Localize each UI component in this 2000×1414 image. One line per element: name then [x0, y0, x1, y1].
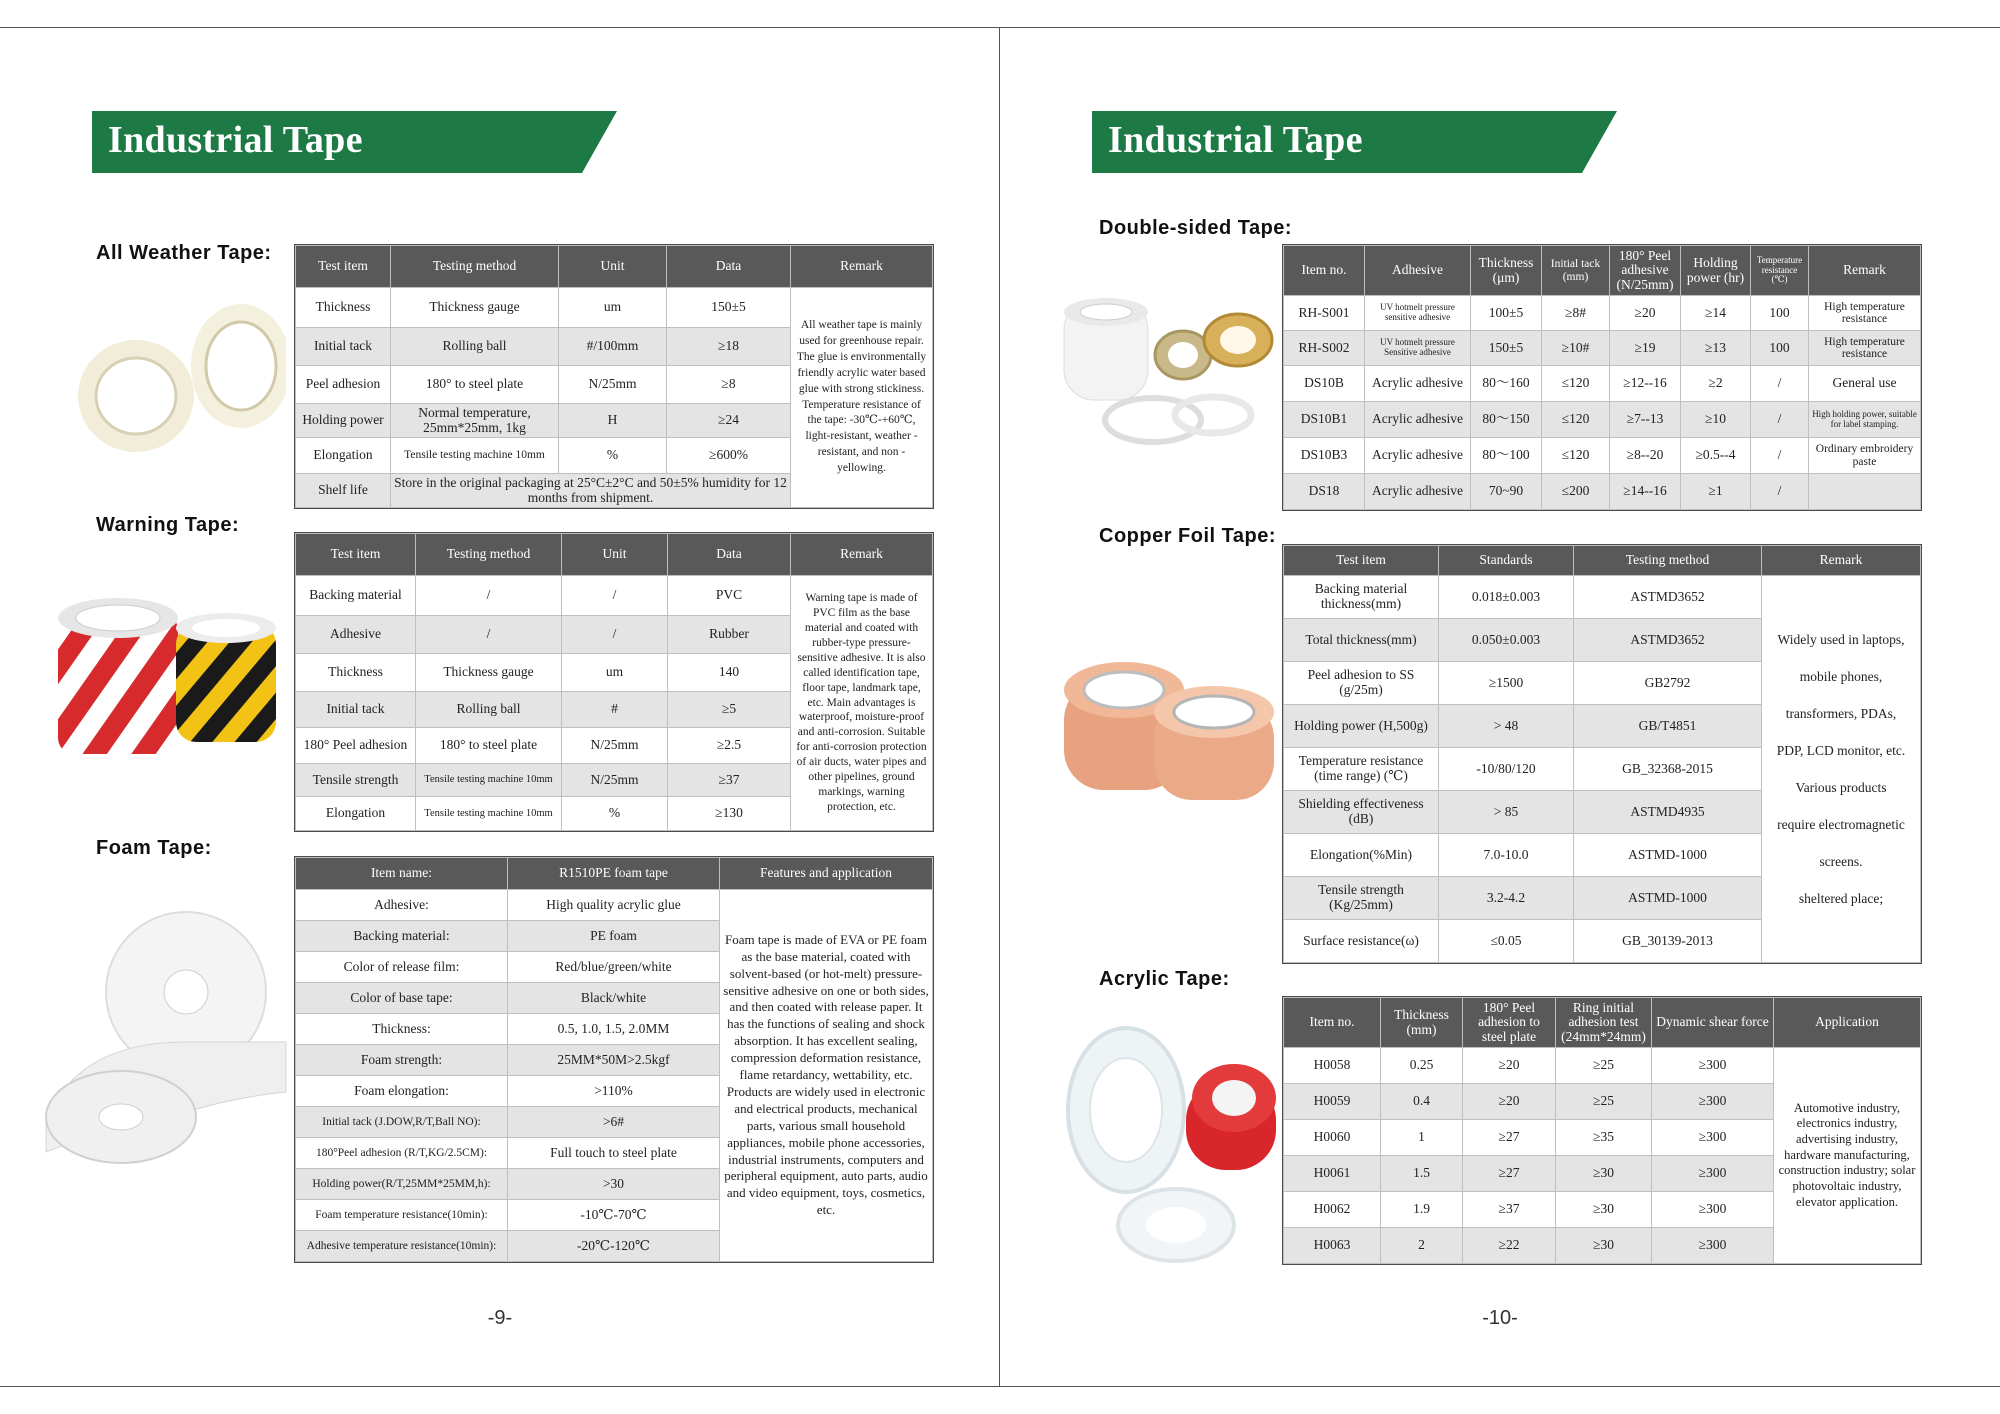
table-cell: Tensile strength: [296, 764, 416, 797]
table-cell: Tensile testing machine 10mm: [391, 438, 559, 474]
table-cell: Acrylic adhesive: [1365, 402, 1471, 438]
col-header: Testing method: [1574, 546, 1762, 576]
table-cell: Thickness: [296, 288, 391, 328]
table-cell: Elongation: [296, 438, 391, 474]
remark-line: transformers, PDAs,: [1785, 705, 1897, 721]
table-cell: Initial tack: [296, 692, 416, 728]
table-cell: H0061: [1284, 1156, 1381, 1192]
table-cell: /: [562, 576, 668, 616]
table-cell: RH-S002: [1284, 331, 1365, 366]
warning-title: Warning Tape:: [96, 514, 240, 536]
table-cell: Initial tack: [296, 328, 391, 366]
table-cell: /: [1751, 366, 1809, 402]
table-row: [1284, 331, 1921, 366]
remark-line: Various products: [1795, 780, 1887, 795]
table-cell: Rubber: [668, 616, 791, 654]
table-cell: ≥7--13: [1610, 402, 1681, 438]
table-row: [1284, 576, 1921, 619]
remark-cell: Foam tape is made of EVA or PE foam as the base material, coated with solvent-based (or hot-melt) pressure-sensitive adhesive on one or both sides, and then coated with release paper. It has the functions of sealing and shock absorption. It has excellent sealing, compression deformation resistance, flame retardancy, wettability, etc. Products are widely used in electronic and electrical products, mechanical parts, various small household appliances, mobile phone accessories, industrial instruments, computers and peripheral equipment, auto parts, audio and video equipment, toys, cosmetics, etc.: [720, 890, 933, 1262]
table-cell: Backing material:: [296, 921, 508, 952]
table-cell: ≥30: [1556, 1156, 1652, 1192]
remark-cell: Warning tape is made of PVC film as the base material and coated with rubber-type pressure-sensitive adhesive. It is also called identification tape, floor tape, landmark tape, etc. Main advantages is waterproof, moisture-proof and anti-corrosion. Suitable for anti-corrosion protection of air ducts, water pipes and other pipelines, ground markings, warning protection, etc.: [791, 576, 933, 831]
table-cell: Initial tack (J.DOW,R/T,Ball NO):: [296, 1107, 508, 1138]
table-cell: Adhesive: [296, 616, 416, 654]
table-row: [296, 890, 933, 921]
acrylic-title: Acrylic Tape:: [1099, 968, 1230, 990]
table-cell: ≥22: [1463, 1228, 1556, 1264]
col-header: Remark: [791, 246, 933, 288]
table-cell: 80～160: [1471, 366, 1542, 402]
table-cell: 100±5: [1471, 296, 1542, 331]
table-cell: ≥30: [1556, 1228, 1652, 1264]
table-cell: ≥25: [1556, 1048, 1652, 1084]
all-weather-table: [295, 245, 933, 508]
page-number-left: -9-: [487, 1307, 513, 1329]
table-cell: ≥13: [1681, 331, 1751, 366]
table-cell: /: [1751, 402, 1809, 438]
table-cell: Black/white: [508, 983, 720, 1014]
table-cell: H0060: [1284, 1120, 1381, 1156]
table-cell: ≥8: [667, 366, 791, 404]
table-cell: ≥0.5--4: [1681, 438, 1751, 474]
left-banner-title: Industrial Tape: [108, 119, 363, 161]
col-header: Testing method: [416, 534, 562, 576]
table-cell: ≥12--16: [1610, 366, 1681, 402]
table-cell: Holding power: [296, 404, 391, 438]
table-cell: Foam elongation:: [296, 1076, 508, 1107]
table-cell: 0.25: [1381, 1048, 1463, 1084]
table-cell: Normal temperature, 25mm*25mm, 1kg: [391, 404, 559, 438]
table-row: [1284, 366, 1921, 402]
table-cell: 1: [1381, 1120, 1463, 1156]
table-cell: 100: [1751, 331, 1809, 366]
col-header: Standards: [1439, 546, 1574, 576]
table-cell: #: [562, 692, 668, 728]
table-cell: High temperature resistance: [1809, 296, 1921, 331]
table-cell: Peel adhesion: [296, 366, 391, 404]
col-header: Item no.: [1284, 246, 1365, 296]
right-banner-title: Industrial Tape: [1108, 119, 1363, 161]
page-number-right: -10-: [1482, 1307, 1518, 1329]
table-cell: Store in the original packaging at 25°C±2°C and 50±5% humidity for 12 months from shipment.: [391, 474, 791, 508]
table-cell: ≥300: [1652, 1228, 1774, 1264]
table-cell: um: [562, 654, 668, 692]
table-cell: ≥30: [1556, 1192, 1652, 1228]
table-cell: 1.9: [1381, 1192, 1463, 1228]
table-cell: Adhesive temperature resistance(10min):: [296, 1231, 508, 1262]
remark-line: screens.: [1819, 854, 1863, 870]
table-row: [1284, 474, 1921, 510]
table-row: [296, 288, 933, 328]
col-header: Item no.: [1284, 998, 1381, 1048]
remark-line: Widely used in laptops,: [1777, 631, 1905, 647]
table-cell: [1809, 474, 1921, 510]
table-cell: Elongation(%Min): [1284, 834, 1439, 877]
col-header: Test item: [1284, 546, 1439, 576]
table-cell: ≥20: [1610, 296, 1681, 331]
table-cell: Rolling ball: [391, 328, 559, 366]
table-cell: ≥5: [668, 692, 791, 728]
all-weather-title: All Weather Tape:: [96, 242, 272, 264]
table-cell: 180°Peel adhesion (R/T,KG/2.5CM):: [296, 1138, 508, 1169]
table-cell: ≥10: [1681, 402, 1751, 438]
col-header: Temperature resistance (℃): [1751, 246, 1809, 296]
table-cell: Adhesive:: [296, 890, 508, 921]
table-cell: General use: [1809, 366, 1921, 402]
table-cell: -10℃-70℃: [508, 1200, 720, 1231]
table-cell: ≥8#: [1542, 296, 1610, 331]
copper-table: [1283, 545, 1921, 963]
col-header: 180° Peel adhesion to steel plate: [1463, 998, 1556, 1048]
col-header: Application: [1774, 998, 1921, 1048]
col-header: 180° Peel adhesive (N/25mm): [1610, 246, 1681, 296]
table-cell: UV hotmelt pressure Sensitive adhesive: [1365, 331, 1471, 366]
col-header: Data: [668, 534, 791, 576]
table-cell: GB/T4851: [1574, 705, 1762, 748]
table-cell: GB_32368-2015: [1574, 748, 1762, 791]
col-header: Remark: [1762, 546, 1921, 576]
table-cell: ≥600%: [667, 438, 791, 474]
col-header: Remark: [1809, 246, 1921, 296]
table-cell: Rolling ball: [416, 692, 562, 728]
col-header: R1510PE foam tape: [508, 858, 720, 890]
col-header: Item name:: [296, 858, 508, 890]
table-cell: Acrylic adhesive: [1365, 438, 1471, 474]
table-cell: Foam strength:: [296, 1045, 508, 1076]
double-sided-tape-roll-photo: [1058, 290, 1288, 450]
table-cell: High holding power, suitable for label stamping.: [1809, 402, 1921, 438]
acrylic-table: [1283, 997, 1921, 1264]
table-cell: N/25mm: [559, 366, 667, 404]
col-header: Features and application: [720, 858, 933, 890]
acrylic-tape-roll-photo: [1056, 1020, 1286, 1270]
col-header: Ring initial adhesion test (24mm*24mm): [1556, 998, 1652, 1048]
warning-table: [295, 533, 933, 831]
page-bottom-rule: [0, 1386, 2000, 1387]
table-cell: ≥300: [1652, 1120, 1774, 1156]
table-cell: /: [1751, 438, 1809, 474]
table-cell: ≤120: [1542, 402, 1610, 438]
left-banner: [92, 111, 617, 173]
page-top-rule: [0, 27, 2000, 28]
table-cell: Acrylic adhesive: [1365, 474, 1471, 510]
table-cell: ≥8--20: [1610, 438, 1681, 474]
remark-line: require electromagnetic: [1777, 817, 1905, 833]
table-cell: %: [559, 438, 667, 474]
table-cell: Backing material thickness(mm): [1284, 576, 1439, 619]
right-banner: [1092, 111, 1617, 173]
table-cell: ASTMD-1000: [1574, 834, 1762, 877]
foam-title: Foam Tape:: [96, 837, 212, 859]
table-row: [1284, 402, 1921, 438]
table-cell: #/100mm: [559, 328, 667, 366]
table-cell: 70~90: [1471, 474, 1542, 510]
copper-title: Copper Foil Tape:: [1099, 525, 1277, 547]
table-cell: 0.018±0.003: [1439, 576, 1574, 619]
table-cell: DS10B1: [1284, 402, 1365, 438]
copper-foil-tape-roll-photo: [1054, 650, 1284, 820]
clear-tape-roll-photo: [36, 296, 286, 456]
table-cell: 1.5: [1381, 1156, 1463, 1192]
table-cell: ≥20: [1463, 1084, 1556, 1120]
table-cell: H: [559, 404, 667, 438]
table-cell: ≥300: [1652, 1156, 1774, 1192]
remark-cell: All weather tape is mainly used for greenhouse repair. The glue is environmentally friendly acrylic water based glue with strong stickiness. Temperature resistance of the tape: -30℃-+60℃, light-resistant, weather -resistant, and non -yellowing.: [791, 288, 933, 508]
page-spine: [999, 27, 1000, 1387]
table-cell: ≤200: [1542, 474, 1610, 510]
table-cell: Foam temperature resistance(10min):: [296, 1200, 508, 1231]
table-cell: 180° Peel adhesion: [296, 728, 416, 764]
col-header: Test item: [296, 246, 391, 288]
foam-table: [295, 857, 933, 1262]
table-cell: /: [1751, 474, 1809, 510]
table-cell: PVC: [668, 576, 791, 616]
table-cell: 100: [1751, 296, 1809, 331]
table-cell: GB_30139-2013: [1574, 920, 1762, 963]
table-cell: Thickness gauge: [416, 654, 562, 692]
table-cell: Holding power (H,500g): [1284, 705, 1439, 748]
table-cell: High temperature resistance: [1809, 331, 1921, 366]
foam-tape-roll-photo: [36, 892, 296, 1192]
table-cell: PE foam: [508, 921, 720, 952]
table-cell: Thickness: [296, 654, 416, 692]
remark-cell: Automotive industry, electronics industry, advertising industry, hardware manufacturing, construction industry; solar photovoltaic industry, elevator application.: [1774, 1048, 1921, 1264]
table-cell: 0.4: [1381, 1084, 1463, 1120]
table-cell: 2: [1381, 1228, 1463, 1264]
table-cell: N/25mm: [562, 728, 668, 764]
warning-tape-roll-photo: [48, 594, 288, 764]
table-cell: ≥300: [1652, 1084, 1774, 1120]
table-cell: 180° to steel plate: [391, 366, 559, 404]
table-cell: /: [416, 616, 562, 654]
table-cell: ≥130: [668, 797, 791, 831]
table-cell: DS10B: [1284, 366, 1365, 402]
col-header: Unit: [559, 246, 667, 288]
table-cell: ≤120: [1542, 366, 1610, 402]
table-row: [1284, 438, 1921, 474]
table-cell: Color of base tape:: [296, 983, 508, 1014]
table-cell: 0.050±0.003: [1439, 619, 1574, 662]
table-cell: ≥10#: [1542, 331, 1610, 366]
table-cell: >30: [508, 1169, 720, 1200]
table-cell: 0.5, 1.0, 1.5, 2.0MM: [508, 1014, 720, 1045]
table-cell: RH-S001: [1284, 296, 1365, 331]
col-header: Holding power (hr): [1681, 246, 1751, 296]
table-cell: Elongation: [296, 797, 416, 831]
table-cell: Color of release film:: [296, 952, 508, 983]
col-header: Testing method: [391, 246, 559, 288]
table-cell: Thickness:: [296, 1014, 508, 1045]
table-cell: 180° to steel plate: [416, 728, 562, 764]
table-cell: H0059: [1284, 1084, 1381, 1120]
table-cell: GB2792: [1574, 662, 1762, 705]
table-cell: ≤120: [1542, 438, 1610, 474]
table-cell: Acrylic adhesive: [1365, 366, 1471, 402]
table-cell: Thickness gauge: [391, 288, 559, 328]
table-cell: Total thickness(mm): [1284, 619, 1439, 662]
table-cell: -10/80/120: [1439, 748, 1574, 791]
table-cell: Tensile strength (Kg/25mm): [1284, 877, 1439, 920]
table-cell: Holding power(R/T,25MM*25MM,h):: [296, 1169, 508, 1200]
double-sided-table: [1283, 245, 1921, 510]
table-cell: ≥35: [1556, 1120, 1652, 1156]
table-cell: >110%: [508, 1076, 720, 1107]
col-header: Initial tack (mm): [1542, 246, 1610, 296]
remark-line: mobile phones,: [1799, 668, 1883, 684]
table-cell: High quality acrylic glue: [508, 890, 720, 921]
table-cell: 140: [668, 654, 791, 692]
table-cell: H0062: [1284, 1192, 1381, 1228]
table-cell: ≥24: [667, 404, 791, 438]
table-cell: N/25mm: [562, 764, 668, 797]
table-cell: ≥27: [1463, 1120, 1556, 1156]
double-sided-title: Double-sided Tape:: [1099, 217, 1293, 239]
col-header: Unit: [562, 534, 668, 576]
table-cell: > 85: [1439, 791, 1574, 834]
table-cell: %: [562, 797, 668, 831]
table-cell: 150±5: [667, 288, 791, 328]
table-cell: DS18: [1284, 474, 1365, 510]
table-cell: Shelf life: [296, 474, 391, 508]
table-cell: /: [416, 576, 562, 616]
col-header: Adhesive: [1365, 246, 1471, 296]
table-cell: ≥2.5: [668, 728, 791, 764]
table-cell: Red/blue/green/white: [508, 952, 720, 983]
table-cell: Tensile testing machine 10mm: [416, 797, 562, 831]
table-cell: um: [559, 288, 667, 328]
table-cell: > 48: [1439, 705, 1574, 748]
table-cell: DS10B3: [1284, 438, 1365, 474]
col-header: Thickness (μm): [1471, 246, 1542, 296]
table-cell: ≥1: [1681, 474, 1751, 510]
table-cell: Surface resistance(ω): [1284, 920, 1439, 963]
table-cell: ASTMD3652: [1574, 619, 1762, 662]
remark-line: PDP, LCD monitor, etc.: [1776, 742, 1906, 758]
table-cell: ≥14--16: [1610, 474, 1681, 510]
table-row: [1284, 1048, 1921, 1084]
table-cell: ≥1500: [1439, 662, 1574, 705]
table-row: [1284, 296, 1921, 331]
table-cell: -20℃-120℃: [508, 1231, 720, 1262]
table-cell: Ordinary embroidery paste: [1809, 438, 1921, 474]
table-cell: /: [562, 616, 668, 654]
col-header: Data: [667, 246, 791, 288]
table-cell: 80～150: [1471, 402, 1542, 438]
table-cell: ≥37: [1463, 1192, 1556, 1228]
table-cell: ≥14: [1681, 296, 1751, 331]
table-cell: H0063: [1284, 1228, 1381, 1264]
col-header: Dynamic shear force: [1652, 998, 1774, 1048]
col-header: Remark: [791, 534, 933, 576]
table-cell: H0058: [1284, 1048, 1381, 1084]
col-header: Test item: [296, 534, 416, 576]
table-cell: ≥2: [1681, 366, 1751, 402]
table-cell: 80～100: [1471, 438, 1542, 474]
table-cell: ≥19: [1610, 331, 1681, 366]
remark-line: sheltered place;: [1798, 891, 1884, 907]
table-cell: 150±5: [1471, 331, 1542, 366]
remark-cell: [1762, 576, 1921, 963]
table-cell: Tensile testing machine 10mm: [416, 764, 562, 797]
table-cell: 25MM*50M>2.5kgf: [508, 1045, 720, 1076]
table-cell: 7.0-10.0: [1439, 834, 1574, 877]
table-cell: >6#: [508, 1107, 720, 1138]
table-cell: ≥25: [1556, 1084, 1652, 1120]
table-cell: Shielding effectiveness (dB): [1284, 791, 1439, 834]
col-header: Thickness (mm): [1381, 998, 1463, 1048]
table-cell: Full touch to steel plate: [508, 1138, 720, 1169]
table-cell: 3.2-4.2: [1439, 877, 1574, 920]
table-cell: ≥18: [667, 328, 791, 366]
table-cell: ≥300: [1652, 1048, 1774, 1084]
table-cell: UV hotmelt pressure sensitive adhesive: [1365, 296, 1471, 331]
table-cell: ASTMD-1000: [1574, 877, 1762, 920]
table-cell: ≥20: [1463, 1048, 1556, 1084]
table-cell: ≥37: [668, 764, 791, 797]
table-cell: ≥300: [1652, 1192, 1774, 1228]
table-cell: ≤0.05: [1439, 920, 1574, 963]
table-cell: Temperature resistance (time range) (℃): [1284, 748, 1439, 791]
table-cell: ASTMD4935: [1574, 791, 1762, 834]
table-cell: ≥27: [1463, 1156, 1556, 1192]
table-cell: Backing material: [296, 576, 416, 616]
table-cell: ASTMD3652: [1574, 576, 1762, 619]
table-cell: Peel adhesion to SS (g/25m): [1284, 662, 1439, 705]
table-row: [296, 576, 933, 616]
